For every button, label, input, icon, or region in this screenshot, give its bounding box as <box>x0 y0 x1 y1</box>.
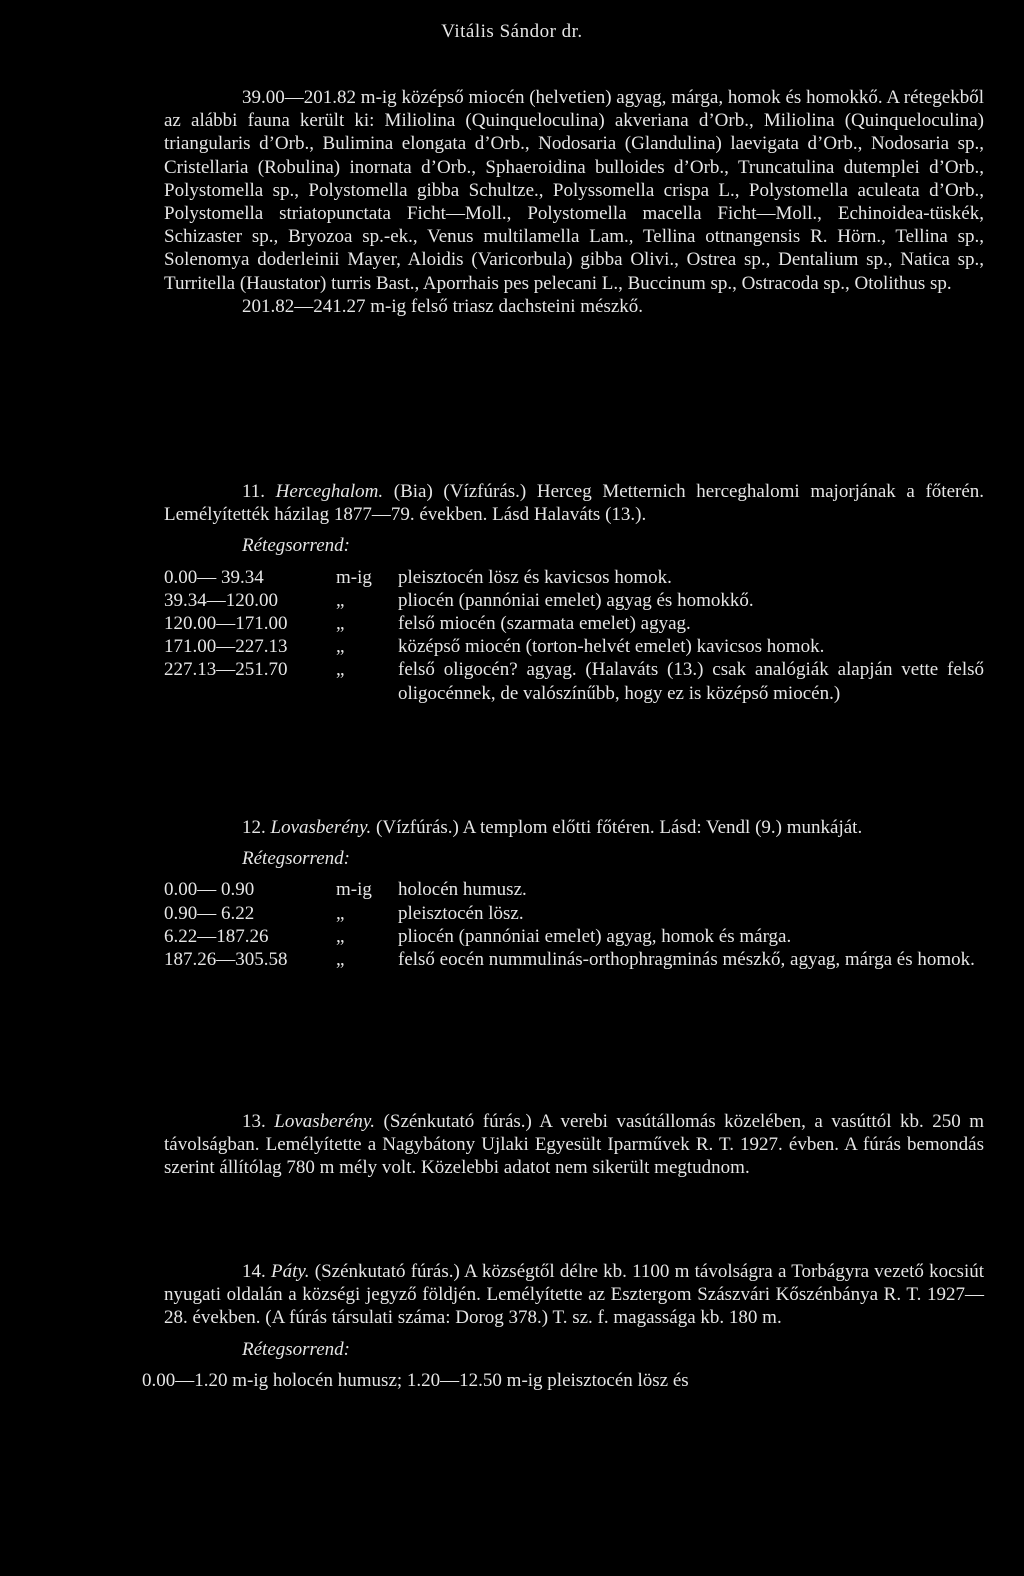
section-12-text: (Vízfúrás.) A templom előtti főtéren. Lásd: Vendl (9.) munkáját. <box>376 817 863 838</box>
section-10-continuation <box>164 86 984 318</box>
section-12-place: Lovasberény. <box>270 817 372 838</box>
strata-range: 171.00—227.13 <box>164 636 288 658</box>
strata-desc: pleisztocén lösz. <box>398 902 524 924</box>
section-13-text: (Szénkutató fúrás.) A verebi vasútállomás közelében, a vasúttól kb. 250 m távolságban. Lemélyítette a Nagybátony Ujlaki Egyesült Iparművek R. T. 1927. évben. A fúrás bemondás szerint állítólag 780 m mély volt. Közelebbi adatot nem sikerült megtudnom. <box>164 1111 985 1179</box>
strata-row <box>164 878 984 901</box>
section-11-place: Herceghalom. <box>275 481 384 502</box>
fauna-paragraph: 39.00—201.82 m-ig középső miocén (helvetien) agyag, márga, homok és homokkő. A rétegekből az alábbi fauna került ki: Miliolina (Quinqueloculina) akveriana d’Orb., Miliolina (Quinqueloculina) triangularis d’Orb., Bulimina elongata d’Orb., Nodosaria (Glandulina) laevigata d’Orb., Nodosaria sp., Cristellaria (Robulina) inornata d’Orb., Sphaeroidina bulloides d’Orb., Truncatulina dutemplei d’Orb., Polystomella sp., Polystomella gibba Schultze., Polyssomella crispa L., Polystomella aculeata d’Orb., Polystomella striatopunctata Ficht—Moll., Polystomella macella Ficht—Moll., Echinoidea-tüskék, Schizaster sp., Bryozoa sp.-ek., Venus multilamella Lam., Tellina ottnangensis R. Hörn., Tellina sp., Solenomya doderleinii Mayer, Aloidis (Varicorbula) gibba Olivi., Ostrea sp., Dentalium sp., Natica sp., Turritella (Haustator) turris Bast., Aporrhais pes pelecani L., Buccinum sp., Ostracoda sp., Otolithus sp. <box>164 87 984 294</box>
section-11-number: 11. <box>242 481 266 502</box>
section-12 <box>164 816 984 971</box>
triassic-line: 201.82—241.27 m-ig felső triasz dachsteini mészkő. <box>242 295 644 317</box>
section-13-number: 13. <box>242 1111 266 1132</box>
section-11-text: (Bia) (Vízfúrás.) Herceg Metternich herceghalomi majorjának a főterén. Lemélyítették házilag 1877—79. években. Lásd Halaváts (13.). <box>164 481 985 526</box>
strata-range: 0.90— 6.22 <box>164 902 255 924</box>
section-12-heading: Rétegsorrend: <box>242 848 350 870</box>
strata-range: 187.26—305.58 <box>164 949 288 971</box>
strata-unit: „ <box>336 589 345 611</box>
strata-unit: m-ig <box>336 566 372 588</box>
strata-range: 0.00— 39.34 <box>164 566 264 588</box>
strata-unit: „ <box>336 636 345 658</box>
strata-desc: pleisztocén lösz és kavicsos homok. <box>398 566 672 588</box>
section-11-strata <box>164 566 984 705</box>
section-14-place: Páty. <box>270 1261 310 1282</box>
strata-unit: m-ig <box>336 879 372 901</box>
strata-range: 227.13—251.70 <box>164 659 288 681</box>
section-14-last-line: 0.00—1.20 m-ig holocén humusz; 1.20—12.50 m-ig pleisztocén lösz és <box>142 1369 689 1391</box>
strata-row <box>164 658 984 704</box>
strata-range: 39.34—120.00 <box>164 589 278 611</box>
section-12-strata <box>164 878 984 971</box>
section-12-intro <box>164 816 984 839</box>
strata-row <box>164 589 984 612</box>
section-14-paragraph <box>164 1260 984 1330</box>
running-header: Vitális Sándor dr. <box>441 21 583 42</box>
section-13-place: Lovasberény. <box>274 1111 376 1132</box>
strata-row <box>164 612 984 635</box>
section-13-paragraph <box>164 1110 984 1180</box>
section-11-intro <box>164 480 984 526</box>
strata-range: 6.22—187.26 <box>164 925 269 947</box>
strata-desc: felső miocén (szarmata emelet) agyag. <box>398 613 691 635</box>
strata-desc: felső oligocén? agyag. (Halaváts (13.) csak analógiák alapján vette felső oligocénnek, de valószínűbb, hogy ez is középső miocén.) <box>398 659 984 704</box>
strata-row <box>164 948 984 971</box>
section-14-heading: Rétegsorrend: <box>242 1338 350 1360</box>
strata-unit: „ <box>336 902 345 924</box>
section-14-number: 14. <box>242 1261 266 1282</box>
section-12-number: 12. <box>242 817 266 838</box>
section-11 <box>164 480 984 705</box>
strata-desc: felső eocén nummulinás-orthophragminás mészkő, agyag, márga és homok. <box>398 949 975 971</box>
section-14-text: (Szénkutató fúrás.) A községtől délre kb. 1100 m távolságra a Torbágyra vezető kocsiút nyugati oldalán a községi jegyző földjén. Lemélyítette az Esztergom Szászvári Kőszénbánya R. T. 1927—28. években. (A fúrás társulati száma: Dorog 378.) T. sz. f. magassága kb. 180 m. <box>164 1261 985 1329</box>
strata-unit: „ <box>336 925 345 947</box>
strata-desc: pliocén (pannóniai emelet) agyag és homokkő. <box>398 589 754 611</box>
strata-desc: pliocén (pannóniai emelet) agyag, homok és márga. <box>398 925 792 947</box>
section-14 <box>142 1260 985 1392</box>
strata-unit: „ <box>336 659 345 681</box>
section-11-heading: Rétegsorrend: <box>242 535 350 557</box>
strata-range: 120.00—171.00 <box>164 613 288 635</box>
strata-row <box>164 902 984 925</box>
strata-range: 0.00— 0.90 <box>164 879 255 901</box>
strata-unit: „ <box>336 613 345 635</box>
section-13 <box>164 1110 984 1180</box>
strata-row <box>164 566 984 589</box>
strata-row <box>164 635 984 658</box>
strata-unit: „ <box>336 949 345 971</box>
strata-desc: középső miocén (torton-helvét emelet) kavicsos homok. <box>398 636 825 658</box>
strata-desc: holocén humusz. <box>398 879 527 901</box>
strata-row <box>164 925 984 948</box>
